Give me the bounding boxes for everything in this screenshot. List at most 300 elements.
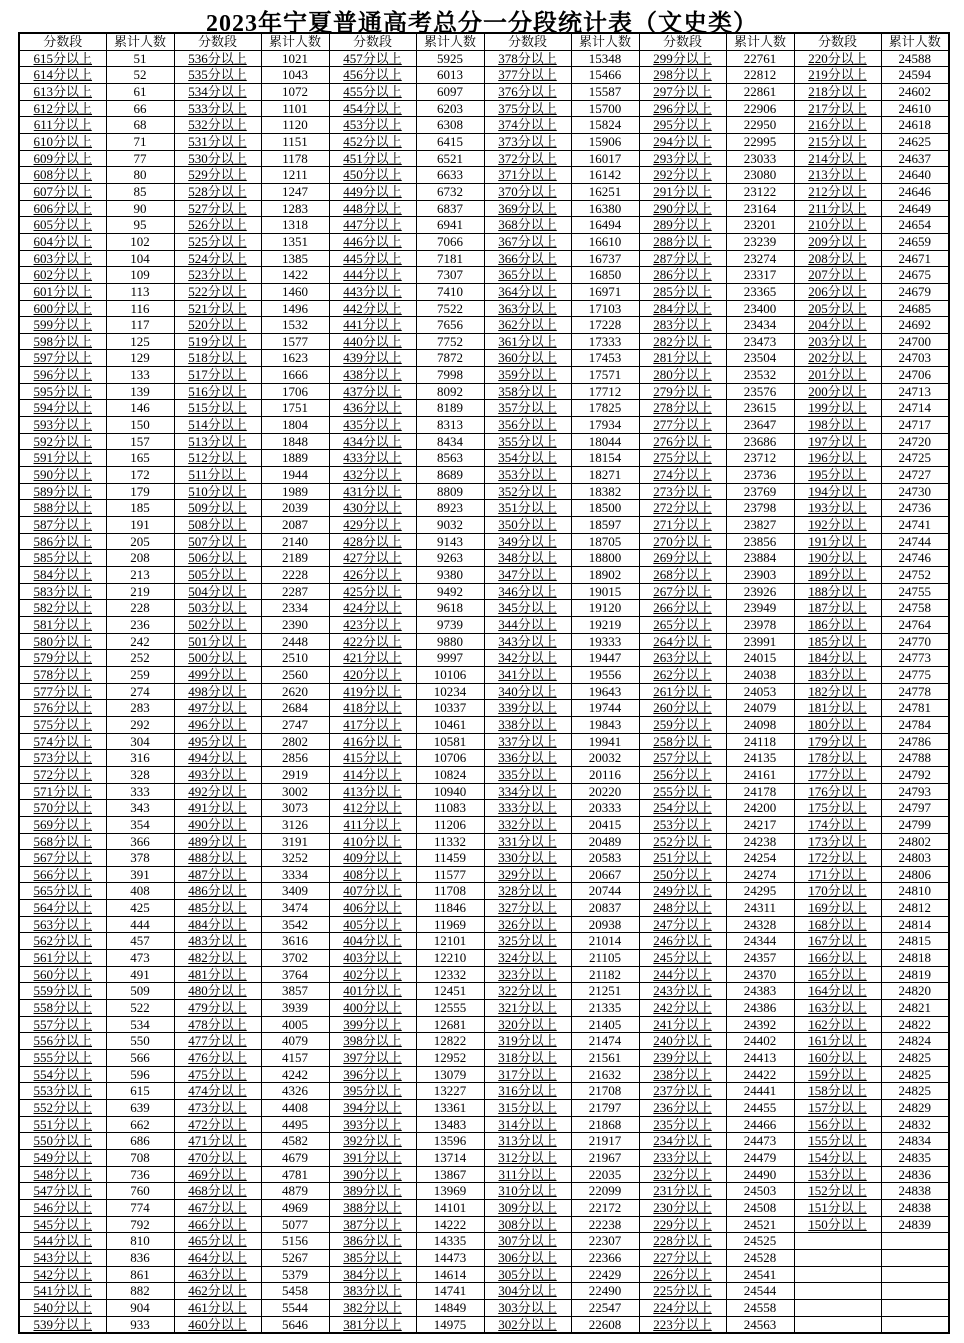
- cumulative-count-cell: 1283: [261, 200, 329, 217]
- score-segment-label: 336分以上: [498, 750, 557, 766]
- cumulative-count-cell: 24838: [881, 1199, 949, 1216]
- cumulative-count-cell: 425: [106, 900, 174, 917]
- score-segment-cell: [174, 983, 261, 1000]
- cumulative-count-cell: 23239: [726, 233, 794, 250]
- table-row: [19, 666, 949, 683]
- score-segment-cell: [329, 916, 416, 933]
- score-segment-label: 181分以上: [808, 700, 867, 716]
- score-segment-label: 184分以上: [808, 650, 867, 666]
- score-segment-cell: [794, 433, 881, 450]
- score-segment-cell: [484, 933, 571, 950]
- score-segment-label: 570分以上: [33, 800, 92, 816]
- score-segment-cell: [794, 283, 881, 300]
- score-segment-cell: [484, 616, 571, 633]
- cumulative-count-cell: 316: [106, 750, 174, 767]
- score-segment-label: 467分以上: [188, 1199, 247, 1215]
- score-segment-label: 366分以上: [498, 250, 557, 266]
- score-segment-cell: [639, 700, 726, 717]
- score-segment-label: 279分以上: [653, 383, 712, 399]
- cumulative-count-cell: 1072: [261, 83, 329, 100]
- cumulative-count-cell: 24832: [881, 1116, 949, 1133]
- score-segment-cell: [794, 1016, 881, 1033]
- score-segment-cell: [329, 200, 416, 217]
- score-segment-label: 422分以上: [343, 633, 402, 649]
- score-segment-cell: [794, 1199, 881, 1216]
- cumulative-count-cell: 18800: [571, 550, 639, 567]
- score-segment-label: 188分以上: [808, 583, 867, 599]
- score-segment-label: 390分以上: [343, 1166, 402, 1182]
- cumulative-count-cell: 22307: [571, 1233, 639, 1250]
- score-segment-label: 171分以上: [808, 866, 867, 882]
- cumulative-count-cell: 6308: [416, 117, 484, 134]
- cumulative-count-cell: 23400: [726, 300, 794, 317]
- cumulative-count-cell: 109: [106, 267, 174, 284]
- score-segment-cell: [19, 1216, 106, 1233]
- score-segment-cell: [484, 850, 571, 867]
- score-segment-label: 248分以上: [653, 900, 712, 916]
- cumulative-count-cell: 274: [106, 683, 174, 700]
- score-segment-label: 374分以上: [498, 117, 557, 133]
- score-segment-cell: [484, 150, 571, 167]
- cumulative-count-cell: 378: [106, 850, 174, 867]
- score-segment-cell: [19, 500, 106, 517]
- table-row: [19, 400, 949, 417]
- score-segment-label: 153分以上: [808, 1166, 867, 1182]
- cumulative-count-cell: 20583: [571, 850, 639, 867]
- score-segment-cell: [329, 450, 416, 467]
- table-body: [19, 50, 949, 1333]
- score-segment-label: 402分以上: [343, 966, 402, 982]
- score-segment-cell: [639, 450, 726, 467]
- score-segment-label: 187分以上: [808, 600, 867, 616]
- score-segment-cell: [174, 250, 261, 267]
- score-segment-label: 170分以上: [808, 883, 867, 899]
- cumulative-count-cell: 1460: [261, 283, 329, 300]
- cumulative-count-cell: 24466: [726, 1116, 794, 1133]
- score-segment-label: 561分以上: [33, 950, 92, 966]
- score-segment-cell: [639, 1233, 726, 1250]
- score-segment-cell: [794, 167, 881, 184]
- score-segment-cell: [639, 600, 726, 617]
- score-segment-label: 432分以上: [343, 467, 402, 483]
- cumulative-count-cell: 13483: [416, 1116, 484, 1133]
- score-segment-label: 572分以上: [33, 766, 92, 782]
- cumulative-count-cell: 7410: [416, 283, 484, 300]
- cumulative-count-cell: 20032: [571, 750, 639, 767]
- score-segment-label: 270分以上: [653, 533, 712, 549]
- score-segment-cell: [19, 1033, 106, 1050]
- score-segment-cell: [19, 1316, 106, 1333]
- table-row: [19, 183, 949, 200]
- cumulative-count-cell: 22812: [726, 67, 794, 84]
- score-segment-label: 317分以上: [498, 1066, 557, 1082]
- score-segment-label: 492分以上: [188, 783, 247, 799]
- cumulative-count-cell: 19015: [571, 583, 639, 600]
- score-segment-cell: [329, 417, 416, 434]
- cumulative-count-cell: 66: [106, 100, 174, 117]
- score-segment-cell: [484, 1183, 571, 1200]
- score-segment-cell: [639, 1316, 726, 1333]
- score-segment-cell: [484, 50, 571, 67]
- cumulative-count-cell: 24594: [881, 67, 949, 84]
- score-segment-label: 212分以上: [808, 183, 867, 199]
- cumulative-count-cell: 3002: [261, 783, 329, 800]
- cumulative-count-cell: 810: [106, 1233, 174, 1250]
- score-segment-label: 464分以上: [188, 1249, 247, 1265]
- score-segment-cell: [174, 433, 261, 450]
- score-segment-label: 189分以上: [808, 567, 867, 582]
- score-segment-label: 203分以上: [808, 333, 867, 349]
- cumulative-count-header: 累计人数: [106, 33, 174, 50]
- cumulative-count-cell: 17712: [571, 383, 639, 400]
- cumulative-count-cell: 16142: [571, 167, 639, 184]
- cumulative-count-cell: 157: [106, 433, 174, 450]
- score-segment-label: 614分以上: [33, 67, 92, 83]
- score-segment-cell: [484, 883, 571, 900]
- score-segment-label: 372分以上: [498, 150, 557, 166]
- score-segment-cell: [484, 950, 571, 967]
- cumulative-count-cell: 10940: [416, 783, 484, 800]
- score-segment-cell: [329, 83, 416, 100]
- score-segment-label: 310分以上: [498, 1183, 557, 1199]
- score-segment-cell: [794, 1216, 881, 1233]
- score-segment-cell: [329, 1183, 416, 1200]
- score-segment-label: 331分以上: [498, 833, 557, 849]
- score-segment-label: 555分以上: [33, 1050, 92, 1066]
- cumulative-count-cell: 21632: [571, 1066, 639, 1083]
- score-segment-cell: [19, 567, 106, 584]
- score-segment-cell: [19, 200, 106, 217]
- score-segment-label: 453分以上: [343, 117, 402, 133]
- score-segment-label: 193分以上: [808, 500, 867, 516]
- cumulative-count-cell: 23686: [726, 433, 794, 450]
- score-segment-label: 278分以上: [653, 400, 712, 416]
- score-segment-cell: [19, 1283, 106, 1300]
- score-segment-cell: [174, 700, 261, 717]
- score-segment-cell: [484, 383, 571, 400]
- cumulative-count-cell: 8809: [416, 483, 484, 500]
- cumulative-count-cell: 15348: [571, 50, 639, 67]
- score-segment-label: 382分以上: [343, 1299, 402, 1315]
- score-segment-label: 607分以上: [33, 183, 92, 199]
- score-segment-label: 540分以上: [33, 1299, 92, 1315]
- table-row: [19, 1249, 949, 1266]
- score-segment-cell: [794, 483, 881, 500]
- score-segment-cell: [484, 350, 571, 367]
- score-segment-label: 507分以上: [188, 533, 247, 549]
- score-segment-cell: [484, 750, 571, 767]
- score-segment-label: 251分以上: [653, 850, 712, 866]
- score-segment-cell: [484, 433, 571, 450]
- score-segment-cell: [19, 1116, 106, 1133]
- score-segment-cell: [174, 1083, 261, 1100]
- cumulative-count-cell: 133: [106, 367, 174, 384]
- score-segment-label: 233分以上: [653, 1149, 712, 1165]
- cumulative-count-cell: 15824: [571, 117, 639, 134]
- score-segment-cell: [484, 1233, 571, 1250]
- table-row: [19, 100, 949, 117]
- cumulative-count-cell: 113: [106, 283, 174, 300]
- score-segment-label: 487分以上: [188, 866, 247, 882]
- table-row: [19, 883, 949, 900]
- score-segment-label: 519分以上: [188, 333, 247, 349]
- cumulative-count-cell: 18154: [571, 450, 639, 467]
- score-segment-cell: [19, 1066, 106, 1083]
- score-segment-label: 160分以上: [808, 1050, 867, 1066]
- score-segment-cell: [794, 300, 881, 317]
- score-segment-cell: [639, 117, 726, 134]
- cumulative-count-cell: 24810: [881, 883, 949, 900]
- cumulative-count-cell: 23926: [726, 583, 794, 600]
- cumulative-count-cell: 22172: [571, 1199, 639, 1216]
- cumulative-count-cell: 18500: [571, 500, 639, 517]
- score-segment-cell: [174, 67, 261, 84]
- table-row: [19, 267, 949, 284]
- score-segment-label: 261分以上: [653, 683, 712, 699]
- score-segment-label: 474分以上: [188, 1083, 247, 1099]
- cumulative-count-cell: 191: [106, 517, 174, 534]
- score-segment-label: 552分以上: [33, 1100, 92, 1115]
- score-segment-cell: [329, 750, 416, 767]
- score-segment-cell: [174, 283, 261, 300]
- score-segment-label: 585分以上: [33, 550, 92, 566]
- score-segment-cell: [329, 733, 416, 750]
- score-segment-cell: [484, 1283, 571, 1300]
- score-segment-label: 231分以上: [653, 1183, 712, 1199]
- score-segment-cell: [794, 666, 881, 683]
- cumulative-count-cell: 7872: [416, 350, 484, 367]
- score-segment-cell: [174, 1149, 261, 1166]
- table-row: [19, 283, 949, 300]
- cumulative-count-cell: 24834: [881, 1133, 949, 1150]
- score-segment-label: 332分以上: [498, 816, 557, 832]
- score-segment-cell: [19, 67, 106, 84]
- cumulative-count-cell: 21868: [571, 1116, 639, 1133]
- score-segment-cell: [639, 983, 726, 1000]
- cumulative-count-cell: 4495: [261, 1116, 329, 1133]
- score-segment-cell: [174, 1183, 261, 1200]
- cumulative-count-cell: 23274: [726, 250, 794, 267]
- score-segment-cell: [19, 183, 106, 200]
- score-segment-label: 304分以上: [498, 1283, 557, 1299]
- score-segment-cell: [329, 650, 416, 667]
- score-segment-cell: [19, 317, 106, 334]
- score-segment-cell: [794, 233, 881, 250]
- score-segment-cell: [794, 650, 881, 667]
- score-segment-cell: [329, 233, 416, 250]
- cumulative-count-cell: 24746: [881, 550, 949, 567]
- score-segment-label: 252分以上: [653, 833, 712, 849]
- score-segment-cell: [484, 783, 571, 800]
- score-segment-label: 386分以上: [343, 1233, 402, 1249]
- score-segment-label: 162分以上: [808, 1016, 867, 1032]
- score-segment-label: 298分以上: [653, 67, 712, 83]
- score-segment-label: 315分以上: [498, 1100, 557, 1115]
- score-segment-cell: [639, 1100, 726, 1117]
- score-segment-label: 579分以上: [33, 650, 92, 666]
- score-segment-cell: [19, 83, 106, 100]
- score-segment-cell: [484, 250, 571, 267]
- table-row: [19, 1316, 949, 1333]
- cumulative-count-cell: 10581: [416, 733, 484, 750]
- score-segment-cell: [174, 1216, 261, 1233]
- cumulative-count-cell: 20220: [571, 783, 639, 800]
- table-row: [19, 150, 949, 167]
- score-segment-cell: [19, 250, 106, 267]
- score-segment-cell: [329, 467, 416, 484]
- score-segment-cell: [639, 300, 726, 317]
- score-segment-label: 150分以上: [808, 1216, 867, 1232]
- score-segment-cell: [794, 1033, 881, 1050]
- score-segment-cell: [484, 483, 571, 500]
- score-segment-label: 314分以上: [498, 1116, 557, 1132]
- table-row: [19, 1266, 949, 1283]
- score-segment-label: 548分以上: [33, 1166, 92, 1182]
- score-segment-cell: [639, 650, 726, 667]
- score-segment-cell: [484, 666, 571, 683]
- score-segment-label: 565分以上: [33, 883, 92, 899]
- cumulative-count-cell: 13227: [416, 1083, 484, 1100]
- score-segment-cell: [19, 916, 106, 933]
- score-segment-label: 506分以上: [188, 550, 247, 566]
- score-segment-cell: [794, 450, 881, 467]
- score-segment-cell: [329, 567, 416, 584]
- score-segment-label: 381分以上: [343, 1316, 402, 1332]
- score-segment-label: 309分以上: [498, 1199, 557, 1215]
- score-segment-cell: [329, 1216, 416, 1233]
- score-segment-label: 455分以上: [343, 83, 402, 99]
- cumulative-count-cell: 3126: [261, 816, 329, 833]
- cumulative-count-cell: 24098: [726, 716, 794, 733]
- score-segment-cell: [639, 583, 726, 600]
- score-segment-label: 510分以上: [188, 483, 247, 499]
- cumulative-count-cell: 228: [106, 600, 174, 617]
- cumulative-count-cell: 24217: [726, 816, 794, 833]
- score-segment-cell: [484, 1050, 571, 1067]
- score-segment-cell: [794, 367, 881, 384]
- score-segment-label: 534分以上: [188, 83, 247, 99]
- score-segment-label: 542分以上: [33, 1266, 92, 1282]
- cumulative-count-cell: 24714: [881, 400, 949, 417]
- score-segment-label: 389分以上: [343, 1183, 402, 1199]
- cumulative-count-cell: 1120: [261, 117, 329, 134]
- score-segment-label: 471分以上: [188, 1133, 247, 1149]
- cumulative-count-cell: 24784: [881, 716, 949, 733]
- score-segment-cell: [794, 183, 881, 200]
- cumulative-count-cell: 11332: [416, 833, 484, 850]
- score-segment-cell: [794, 950, 881, 967]
- score-segment-cell: [174, 1100, 261, 1117]
- cumulative-count-cell: 24736: [881, 500, 949, 517]
- score-segment-cell: [174, 933, 261, 950]
- score-segment-label: 530分以上: [188, 150, 247, 166]
- table-row: [19, 1116, 949, 1133]
- score-segment-label: 505分以上: [188, 567, 247, 582]
- score-segment-cell: [174, 800, 261, 817]
- score-segment-label: 516分以上: [188, 383, 247, 399]
- cumulative-count-cell: 17228: [571, 317, 639, 334]
- cumulative-count-cell: 185: [106, 500, 174, 517]
- cumulative-count-cell: 24370: [726, 966, 794, 983]
- score-segment-cell: [484, 67, 571, 84]
- cumulative-count-cell: 10824: [416, 766, 484, 783]
- score-segment-cell: [484, 1083, 571, 1100]
- cumulative-count-cell: [881, 1283, 949, 1300]
- cumulative-count-cell: 23504: [726, 350, 794, 367]
- cumulative-count-cell: 12210: [416, 950, 484, 967]
- score-segment-cell: [639, 750, 726, 767]
- score-segment-label: 456分以上: [343, 67, 402, 83]
- score-segment-cell: [794, 1299, 881, 1316]
- cumulative-count-cell: 9997: [416, 650, 484, 667]
- score-segment-cell: [329, 1233, 416, 1250]
- cumulative-count-cell: 21335: [571, 1000, 639, 1017]
- score-segment-label: 481分以上: [188, 966, 247, 982]
- score-segment-cell: [19, 1249, 106, 1266]
- score-segment-cell: [484, 1316, 571, 1333]
- score-segment-cell: [174, 1000, 261, 1017]
- cumulative-count-cell: 21182: [571, 966, 639, 983]
- score-segment-cell: [639, 83, 726, 100]
- score-segment-cell: [174, 133, 261, 150]
- cumulative-count-cell: 4582: [261, 1133, 329, 1150]
- score-segment-label: 264分以上: [653, 633, 712, 649]
- score-segment-cell: [329, 283, 416, 300]
- score-segment-label: 500分以上: [188, 650, 247, 666]
- cumulative-count-cell: 3616: [261, 933, 329, 950]
- table-row: [19, 783, 949, 800]
- score-segment-cell: [639, 783, 726, 800]
- score-segment-cell: [174, 533, 261, 550]
- cumulative-count-cell: 3939: [261, 1000, 329, 1017]
- table-row: [19, 1000, 949, 1017]
- cumulative-count-cell: 24818: [881, 950, 949, 967]
- cumulative-count-cell: 23736: [726, 467, 794, 484]
- score-segment-label: 466分以上: [188, 1216, 247, 1232]
- score-segment-cell: [19, 650, 106, 667]
- cumulative-count-cell: 24806: [881, 866, 949, 883]
- cumulative-count-cell: 24357: [726, 950, 794, 967]
- cumulative-count-cell: 3857: [261, 983, 329, 1000]
- cumulative-count-cell: 23991: [726, 633, 794, 650]
- score-segment-label: 562分以上: [33, 933, 92, 949]
- score-segment-cell: [174, 966, 261, 983]
- score-segment-header: 分数段: [484, 33, 571, 50]
- score-segment-cell: [794, 517, 881, 534]
- score-segment-label: 268分以上: [653, 567, 712, 582]
- cumulative-count-cell: 71: [106, 133, 174, 150]
- cumulative-count-cell: 534: [106, 1016, 174, 1033]
- score-segment-cell: [484, 1116, 571, 1133]
- score-segment-cell: [19, 233, 106, 250]
- score-segment-cell: [639, 550, 726, 567]
- cumulative-count-cell: 16380: [571, 200, 639, 217]
- score-segment-label: 613分以上: [33, 83, 92, 99]
- cumulative-count-cell: 24781: [881, 700, 949, 717]
- cumulative-count-cell: 6837: [416, 200, 484, 217]
- score-segment-label: 491分以上: [188, 800, 247, 816]
- score-segment-cell: [794, 900, 881, 917]
- score-segment-cell: [329, 766, 416, 783]
- score-segment-cell: [639, 1299, 726, 1316]
- cumulative-count-cell: 8923: [416, 500, 484, 517]
- cumulative-count-cell: 24528: [726, 1249, 794, 1266]
- cumulative-count-cell: 17333: [571, 333, 639, 350]
- score-segment-label: 574分以上: [33, 733, 92, 749]
- cumulative-count-cell: 61: [106, 83, 174, 100]
- score-segment-cell: [639, 200, 726, 217]
- cumulative-count-cell: 4242: [261, 1066, 329, 1083]
